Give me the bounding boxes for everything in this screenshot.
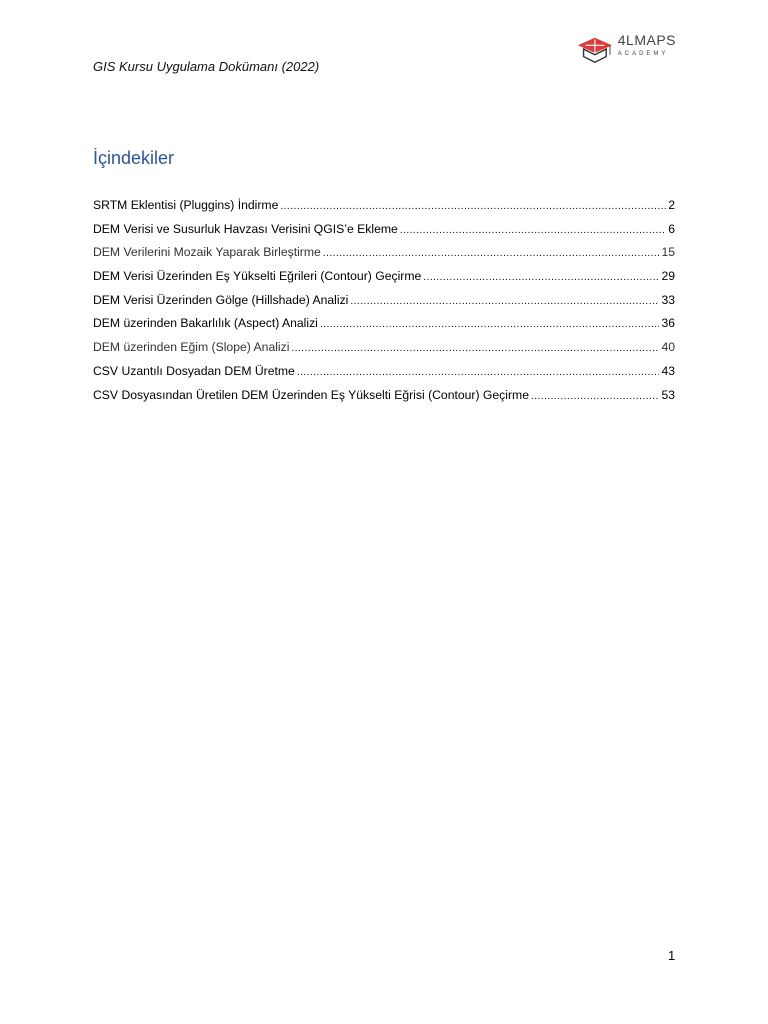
toc-entry-page: 6: [668, 221, 675, 236]
toc-entry[interactable]: [93, 198, 675, 222]
toc-entry[interactable]: [93, 222, 675, 246]
toc-dot-leader: [423, 272, 659, 283]
toc-dot-leader: [350, 296, 659, 307]
toc-dot-leader: [531, 391, 659, 402]
toc-entry[interactable]: [93, 340, 675, 364]
page-number: 1: [668, 948, 676, 963]
toc-entry-label: DEM üzerinden Eğim (Slope) Analizi: [93, 340, 290, 355]
toc-entry-page: 2: [668, 198, 675, 212]
toc-entry-label: DEM üzerinden Bakarlılık (Aspect) Analizi: [93, 316, 318, 331]
toc-entry-page: 15: [661, 245, 675, 260]
toc-entry-label: CSV Dosyasından Üretilen DEM Üzerinden Eş Yükselti Eğrisi (Contour) Geçirme: [93, 387, 529, 402]
academy-logo: [576, 33, 676, 67]
toc-entry[interactable]: [93, 364, 675, 388]
toc-dot-leader: [320, 319, 660, 330]
toc-entry-label: DEM Verisi Üzerinden Eş Yükselti Eğrileri (Contour) Geçirme: [93, 269, 422, 284]
toc-entry-page: 33: [661, 292, 675, 307]
toc-entry-page: 36: [661, 316, 675, 331]
toc-entry[interactable]: [93, 245, 675, 269]
toc-dot-leader: [323, 248, 660, 259]
toc-entry-page: 29: [661, 269, 675, 284]
toc-entry-page: 43: [661, 363, 675, 378]
logo-sub-text: ACADEMY: [617, 51, 669, 57]
toc-entry[interactable]: [93, 293, 675, 317]
logo-main-text: 4LMAPS: [617, 32, 676, 48]
toc-heading: İçindekiler: [93, 148, 175, 168]
document-header-title: GIS Kursu Uygulama Dokümanı (2022): [93, 59, 320, 74]
toc-entry-label: DEM Verilerini Mozaik Yaparak Birleştirme: [93, 245, 321, 260]
toc-entry[interactable]: [93, 316, 675, 340]
graduation-cap-logo-icon: [576, 33, 614, 67]
toc-dot-leader: [291, 343, 659, 354]
toc-dot-leader: [400, 225, 666, 236]
toc-entry-label: DEM Verisi ve Susurluk Havzası Verisini QGIS’e Ekleme: [93, 221, 398, 236]
toc-entry-page: 40: [661, 340, 675, 355]
toc-entry[interactable]: [93, 269, 675, 293]
toc-entry-label: CSV Uzantılı Dosyadan DEM Üretme: [93, 363, 295, 378]
toc-dot-leader: [297, 367, 660, 378]
toc-entry-page: 53: [661, 387, 675, 402]
table-of-contents: [93, 198, 675, 411]
toc-entry-label: DEM Verisi Üzerinden Gölge (Hillshade) Analizi: [93, 292, 349, 307]
toc-entry-label: SRTM Eklentisi (Pluggins) İndirme: [93, 198, 279, 212]
toc-dot-leader: [280, 201, 666, 212]
toc-entry[interactable]: [93, 388, 675, 412]
